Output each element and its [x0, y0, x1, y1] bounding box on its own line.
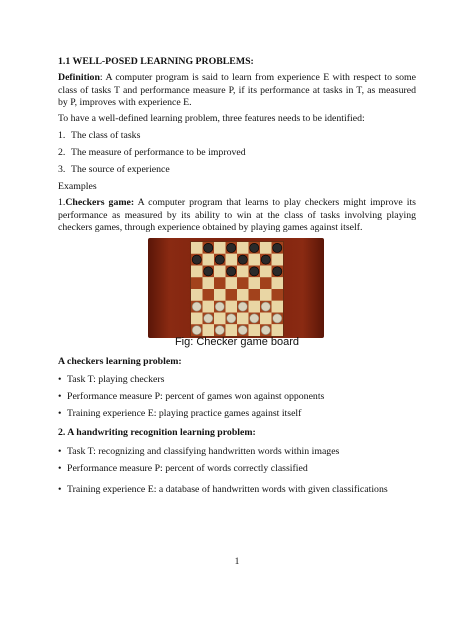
board-square: [226, 277, 238, 289]
board-square: [237, 242, 249, 254]
dark-checker-piece: [227, 243, 236, 252]
problem2-item: [58, 446, 416, 459]
problem2-title: 2. A handwriting recognition learning problem:: [58, 427, 256, 438]
dark-checker-piece: [204, 243, 213, 252]
bullet-icon: •: [58, 408, 62, 419]
light-checker-piece: [215, 326, 224, 335]
board-square: [260, 266, 272, 278]
dark-checker-piece: [215, 255, 224, 264]
dark-checker-piece: [250, 243, 259, 252]
board-square: [272, 301, 284, 313]
checker-board-figure: [148, 238, 324, 338]
figure-caption: Fig: Checker game board: [174, 336, 300, 348]
board-square: [237, 277, 249, 289]
section-heading: 1.1 WELL-POSED LEARNING PROBLEMS:: [58, 56, 254, 67]
feature-number: 1.: [58, 130, 66, 141]
examples-label: Examples: [58, 181, 97, 192]
definition-label: Definition: [58, 72, 100, 83]
example1-number: 1.: [58, 197, 66, 208]
board-square: [272, 289, 284, 301]
dark-checker-piece: [273, 243, 282, 252]
feature-item: [58, 164, 416, 177]
definition-paragraph: [58, 72, 416, 110]
problem2-item-text: Training experience E: a database of handwritten words with given classifications: [67, 484, 388, 495]
board-square: [203, 324, 215, 336]
problem1-item: [58, 408, 416, 421]
board-square: [272, 254, 284, 266]
feature-text: The measure of performance to be improved: [71, 147, 246, 158]
light-checker-piece: [238, 326, 247, 335]
board-square: [191, 242, 203, 254]
board-square: [226, 301, 238, 313]
light-checker-piece: [227, 314, 236, 323]
board-square: [249, 289, 261, 301]
board-square: [260, 277, 272, 289]
example1-text: A computer program that learns to play checkers might improve its performance as measured by its ability to win at the class of tasks involving playing checkers games, through experience obtained by playing games against itself.: [58, 197, 416, 234]
feature-text: The class of tasks: [71, 130, 141, 141]
board-square: [191, 266, 203, 278]
board-square: [214, 313, 226, 325]
board-square: [260, 313, 272, 325]
problem1-item-text: Performance measure P: percent of games won against opponents: [67, 391, 325, 402]
dark-checker-piece: [204, 267, 213, 276]
light-checker-piece: [261, 302, 270, 311]
definition-text: : A computer program is said to learn from experience E with respect to some class of tasks T and performance measure P, if its performance at tasks in T, as measured by P, improves with experience E.: [58, 72, 416, 109]
board-square: [260, 242, 272, 254]
board-square: [214, 289, 226, 301]
board-square: [214, 266, 226, 278]
checker-board-image: [191, 242, 283, 336]
light-checker-piece: [238, 302, 247, 311]
board-square: [191, 277, 203, 289]
light-checker-piece: [250, 314, 259, 323]
board-square: [203, 277, 215, 289]
problem2-item-text: Task T: recognizing and classifying handwritten words within images: [67, 446, 340, 457]
problem2-item-text: Performance measure P: percent of words correctly classified: [67, 463, 308, 474]
board-square: [203, 254, 215, 266]
feature-number: 3.: [58, 164, 66, 175]
problem1-item-text: Task T: playing checkers: [67, 374, 165, 385]
problem1-item-text: Training experience E: playing practice games against itself: [67, 408, 302, 419]
board-square: [237, 313, 249, 325]
problem1-item: [58, 391, 416, 404]
board-square: [203, 289, 215, 301]
page-number: 1: [234, 557, 240, 567]
light-checker-piece: [192, 326, 201, 335]
dark-checker-piece: [192, 255, 201, 264]
checker-board: [190, 241, 284, 337]
feature-item: [58, 130, 416, 143]
board-square: [214, 277, 226, 289]
board-square: [203, 301, 215, 313]
board-square: [226, 289, 238, 301]
light-checker-piece: [273, 314, 282, 323]
board-square: [226, 324, 238, 336]
dark-checker-piece: [227, 267, 236, 276]
problem1-title: A checkers learning problem:: [58, 356, 182, 367]
problem2-item: [58, 463, 416, 476]
dark-checker-piece: [250, 267, 259, 276]
board-square: [249, 301, 261, 313]
board-square: [237, 266, 249, 278]
board-square: [214, 242, 226, 254]
board-square: [249, 324, 261, 336]
board-square: [272, 277, 284, 289]
bullet-icon: •: [58, 446, 62, 457]
example1-paragraph: [58, 197, 416, 235]
light-checker-piece: [204, 314, 213, 323]
dark-checker-piece: [261, 255, 270, 264]
problem1-item: [58, 374, 416, 387]
board-square: [226, 254, 238, 266]
bullet-icon: •: [58, 374, 62, 385]
board-square: [260, 289, 272, 301]
board-square: [249, 254, 261, 266]
bullet-icon: •: [58, 391, 62, 402]
feature-text: The source of experience: [71, 164, 170, 175]
board-square: [249, 277, 261, 289]
example1-title: Checkers game:: [65, 197, 135, 208]
light-checker-piece: [192, 302, 201, 311]
light-checker-piece: [215, 302, 224, 311]
board-square: [191, 289, 203, 301]
feature-number: 2.: [58, 147, 66, 158]
problem2-item: [58, 481, 416, 499]
light-checker-piece: [261, 326, 270, 335]
board-square: [191, 313, 203, 325]
feature-item: [58, 147, 416, 160]
board-square: [272, 324, 284, 336]
bullet-icon: •: [58, 484, 62, 495]
dark-checker-piece: [273, 267, 282, 276]
board-square: [237, 289, 249, 301]
bullet-icon: •: [58, 463, 62, 474]
dark-checker-piece: [238, 255, 247, 264]
intro-paragraph: To have a well-defined learning problem, three features needs to be identified:: [58, 113, 365, 124]
